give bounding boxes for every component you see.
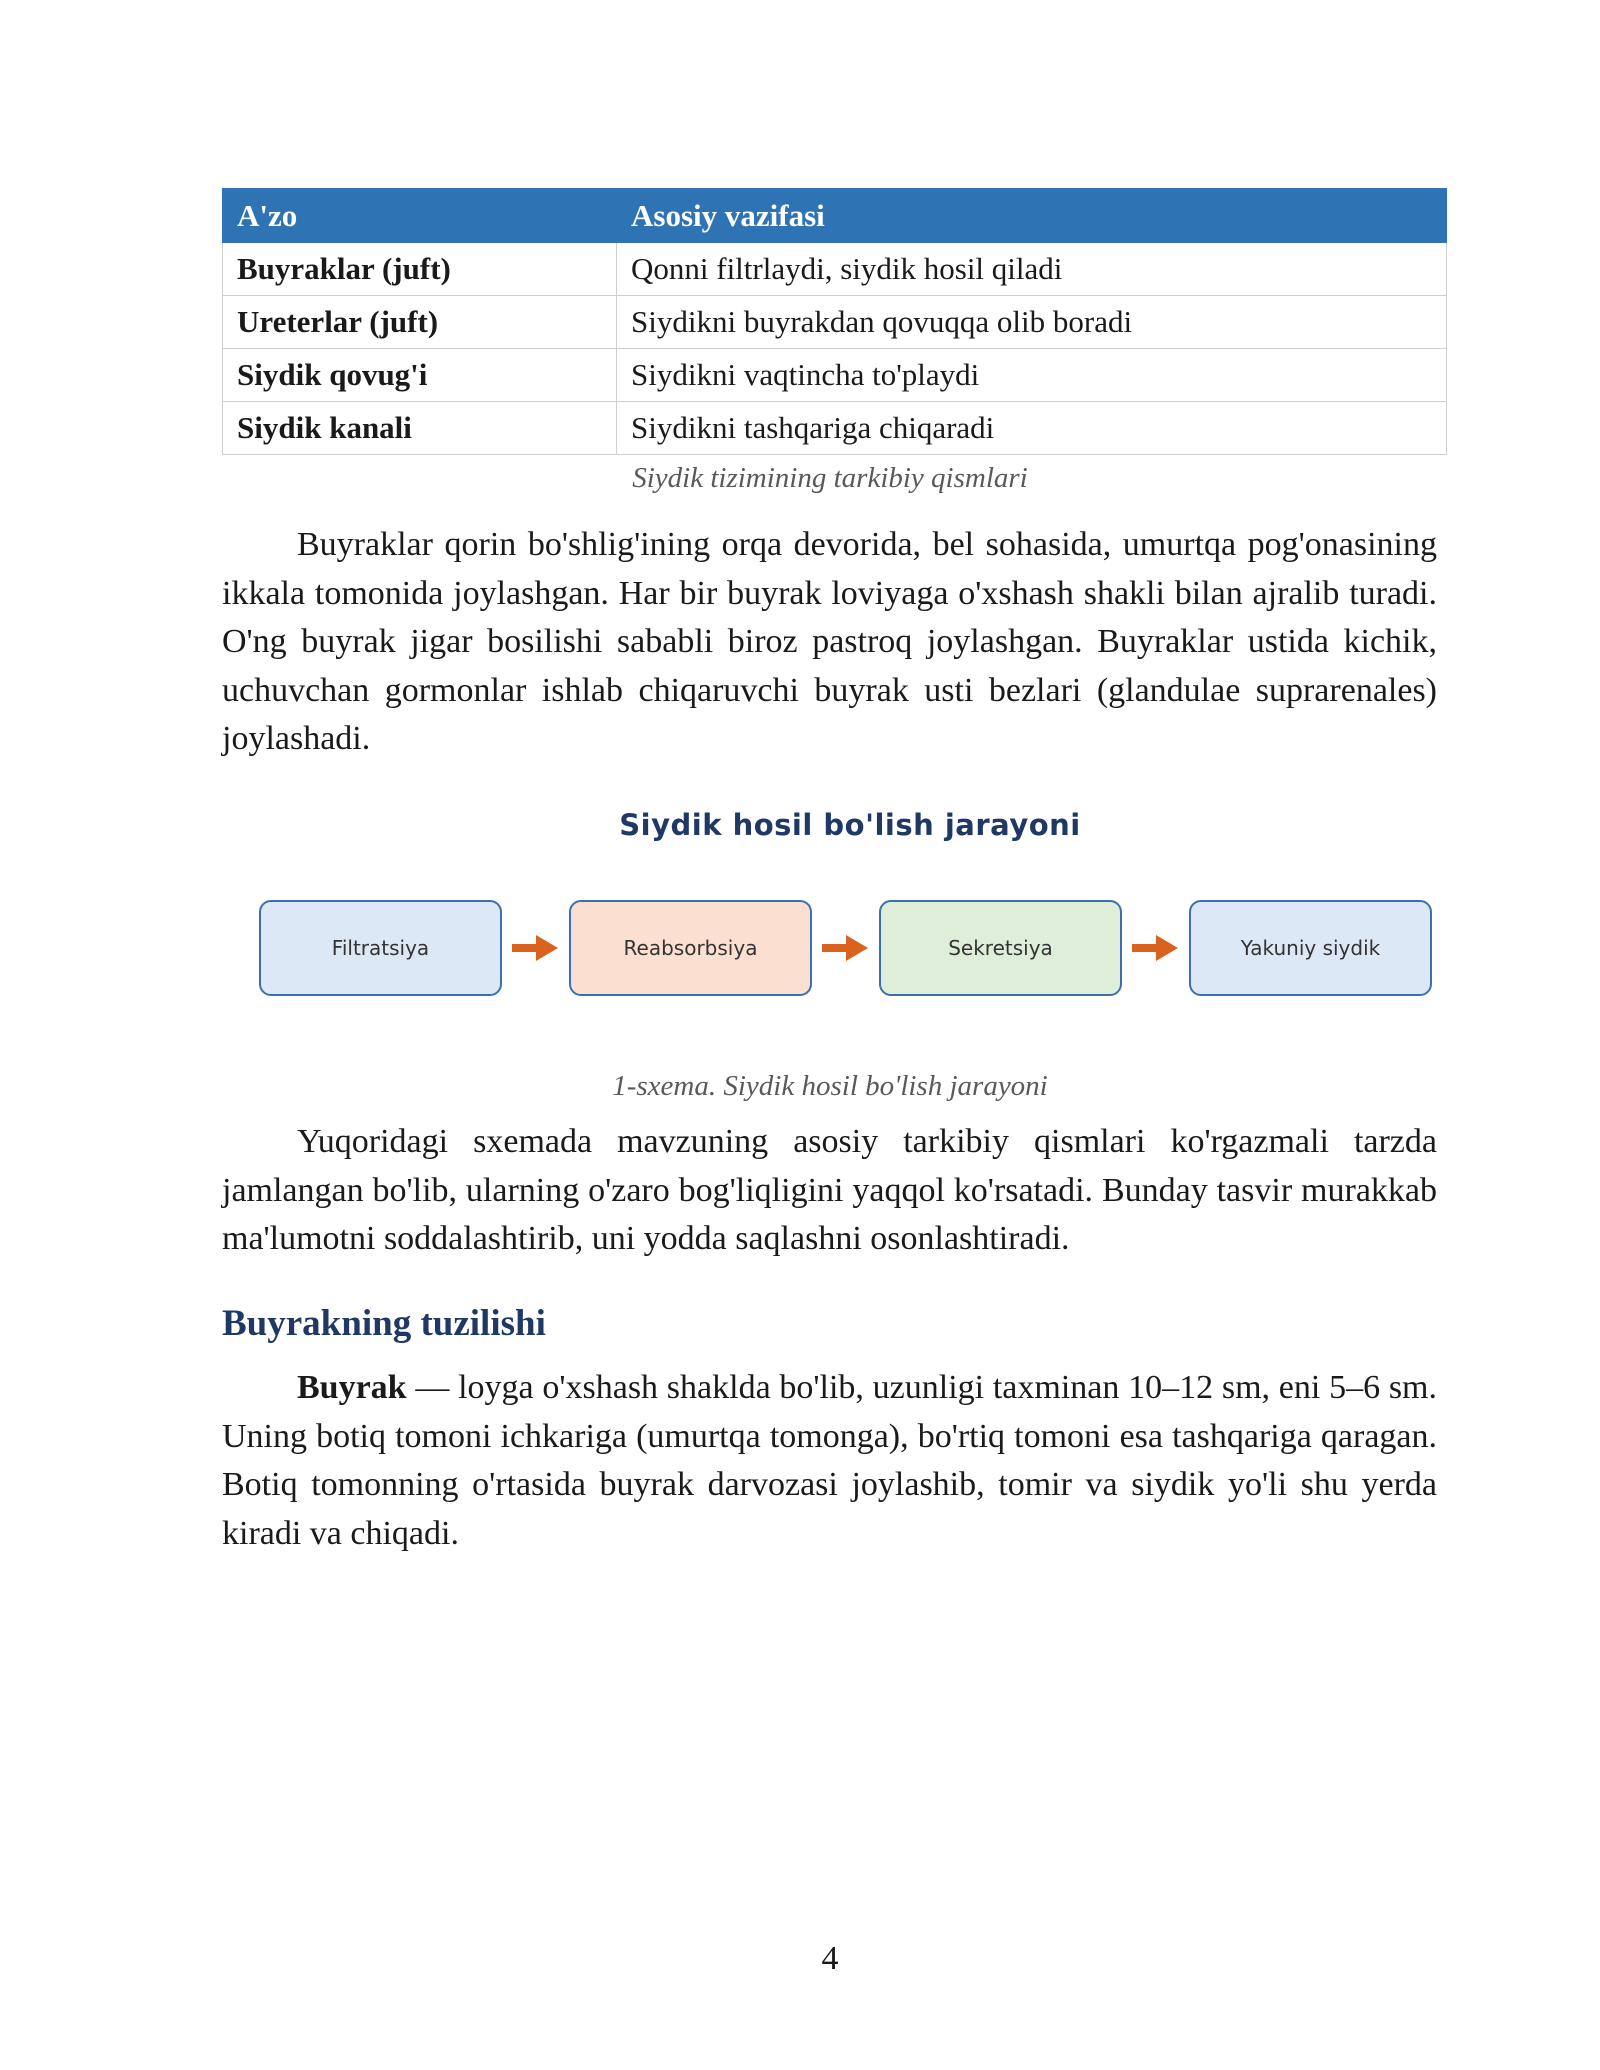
- table-row: [223, 243, 1447, 296]
- definition-text: — loyga o'xshash shaklda bo'lib, uzunligi taxminan 10–12 sm, eni 5–6 sm. Uning botiq tomoni ichkariga (umurtqa tomonga), bo'rtiq tomoni esa tashqariga qaragan. Botiq tomonning o'rtasida buyrak darvozasi joylashib, tomir va siydik yo'li shu yerda kiradi va chiqadi.: [222, 1369, 1437, 1552]
- arrow-right-icon: [510, 931, 560, 965]
- organ-cell: Siydik kanali: [223, 402, 617, 455]
- body-paragraph-scheme: Yuqoridagi sxemada mavzuning asosiy tarkibiy qismlari ko'rgazmali tarzda jamlangan bo'lib, ularning o'zaro bog'liqligini yaqqol ko'rsatadi. Bunday tasvir murakkab ma'lumotni soddalashtirib, uni yodda saqlashni osonlashtiradi.: [222, 1123, 1437, 1257]
- table-caption: Siydik tizimining tarkibiy qismlari: [632, 462, 1028, 494]
- table-row: [223, 402, 1447, 455]
- table-header-row: [223, 189, 1447, 243]
- stage-box-reabsorbsiya: Reabsorbsiya: [569, 900, 812, 996]
- table-row: [223, 296, 1447, 349]
- diagram-title: Siydik hosil bo'lish jarayoni: [619, 808, 1081, 842]
- body-paragraph-structure: [222, 1364, 1437, 1558]
- function-cell: Siydikni buyrakdan qovuqqa olib boradi: [617, 296, 1447, 349]
- organ-function-table: [222, 188, 1447, 455]
- column-header-organ: A'zo: [223, 189, 617, 243]
- diagram-caption: 1-sxema. Siydik hosil bo'lish jarayoni: [612, 1070, 1048, 1102]
- organ-cell: Ureterlar (juft): [223, 296, 617, 349]
- page-number: 4: [821, 1940, 839, 1977]
- function-cell: Siydikni vaqtincha to'playdi: [617, 349, 1447, 402]
- function-cell: Siydikni tashqariga chiqaradi: [617, 402, 1447, 455]
- stage-box-yakuniy-siydik: Yakuniy siydik: [1189, 900, 1432, 996]
- body-paragraph-location: Buyraklar qorin bo'shlig'ining orqa devorida, bel sohasida, umurtqa pog'onasining ikkala tomonida joylashgan. Har bir buyrak loviyaga o'xshash shakli bilan ajralib turadi. O'ng buyrak jigar bosilishi sababli biroz pastroq joylashgan. Buyraklar ustida kichik, uchuvchan gormonlar ishlab chiqaruvchi buyrak usti bezlari (glandulae suprarenales) joylashadi.: [222, 526, 1437, 757]
- arrow-right-icon: [820, 931, 870, 965]
- term-buyrak: Buyrak: [297, 1369, 407, 1406]
- stage-box-sekretsiya: Sekretsiya: [879, 900, 1122, 996]
- table-row: [223, 349, 1447, 402]
- stage-box-filtratsiya: Filtratsiya: [259, 900, 502, 996]
- organ-cell: Buyraklar (juft): [223, 243, 617, 296]
- function-cell: Qonni filtrlaydi, siydik hosil qiladi: [617, 243, 1447, 296]
- column-header-function: Asosiy vazifasi: [617, 189, 1447, 243]
- arrow-right-icon: [1130, 931, 1180, 965]
- section-heading: Buyrakning tuzilishi: [222, 1303, 546, 1344]
- organ-cell: Siydik qovug'i: [223, 349, 617, 402]
